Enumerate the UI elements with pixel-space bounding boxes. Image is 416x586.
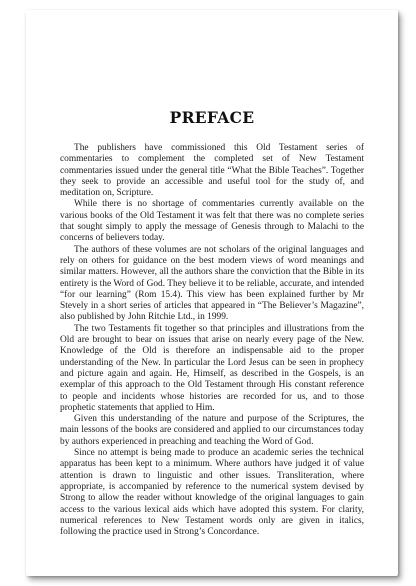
paragraph: Given this understanding of the nature and purpose of the Scriptures, the main lessons of the books are considered and applied to our circumstances today by authors experienced in preaching and teaching the Word of God. <box>60 414 364 447</box>
paragraph: The authors of these volumes are not scholars of the original languages and rely on others for guidance on the best modern views of word meanings and similar matters. However, all the authors share the conviction that the Bible in its entirety is the Word of God. They believe it to be reliable, accurate, and intended “for our learning” (Rom 15.4). This view has been explained further by Mr Stevely in a short series of articles that appeared in “The Believer’s Magazine”, also published by John Ritchie Ltd., in 1999. <box>60 244 364 323</box>
paragraph: The publishers have commissioned this Old Testament series of commentaries to complement the completed set of New Testament commentaries issued under the general title “What the Bible Teaches”. Together they seek to provide an accessible and useful tool for the study of, and meditation on, Scripture. <box>60 143 364 199</box>
preface-body <box>60 143 364 538</box>
paragraph: Since no attempt is being made to produce an academic series the technical apparatus has been kept to a minimum. Where authors have judged it of value attention is drawn to linguistic and other issues. Transliteration, where appropriate, is accompanied by reference to the numerical system devised by Strong to allow the reader without knowledge of the original languages to gain access to the various lexical aids which have adopted this system. For clarity, numerical references to New Testament words only are given in italics, following the practice used in Strong’s Concordance. <box>60 448 364 538</box>
book-page <box>26 10 398 576</box>
paragraph: While there is no shortage of commentaries currently available on the various books of the Old Testament it was felt that there was no complete series that sought simply to apply the message of Genesis through to Malachi to the concerns of believers today. <box>60 199 364 244</box>
page-title: PREFACE <box>169 108 255 127</box>
paragraph: The two Testaments fit together so that principles and illustrations from the Old are brought to bear on issues that arise on nearly every page of the New. Knowledge of the Old is therefore an indispensable aid to the proper understanding of the New. In particular the Lord Jesus can be seen in prophecy and picture again and again. He, Himself, as described in the Gospels, is an exemplar of this approach to the Old Testament through His constant reference to people and incidents whose histories are recorded for us, and to those prophetic statements that applied to Him. <box>60 323 364 413</box>
